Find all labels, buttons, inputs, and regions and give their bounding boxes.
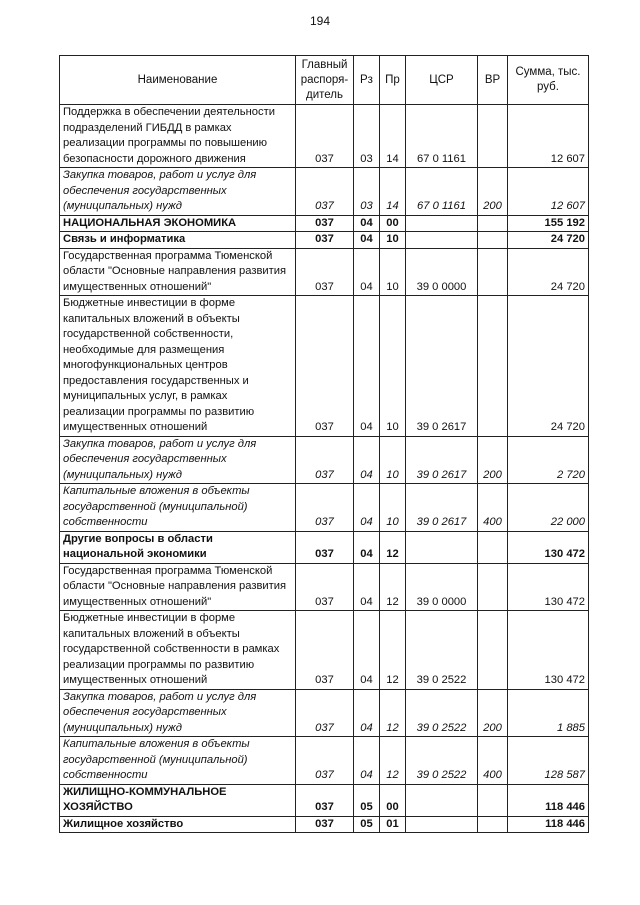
cell-csr: 39 0 2617	[406, 436, 478, 484]
table-row	[60, 105, 589, 168]
cell-rz: 03	[354, 105, 380, 168]
cell-rz: 04	[354, 436, 380, 484]
cell-sum: 24 720	[508, 232, 589, 249]
cell-rz: 04	[354, 611, 380, 690]
table-row	[60, 784, 589, 816]
cell-main-manager: 037	[296, 737, 354, 785]
cell-pr: 01	[380, 816, 406, 833]
cell-rz: 04	[354, 531, 380, 563]
cell-csr: 39 0 0000	[406, 248, 478, 296]
cell-name: Капитальные вложения в объекты государственной (муниципальной) собственности	[60, 737, 296, 785]
cell-main-manager: 037	[296, 816, 354, 833]
cell-vr	[478, 248, 508, 296]
cell-pr: 12	[380, 563, 406, 611]
cell-name: Закупка товаров, работ и услуг для обеспечения государственных (муниципальных) нужд	[60, 689, 296, 737]
cell-name: Жилищное хозяйство	[60, 816, 296, 833]
cell-rz: 05	[354, 784, 380, 816]
cell-sum: 12 607	[508, 168, 589, 216]
cell-name: Связь и информатика	[60, 232, 296, 249]
cell-pr: 12	[380, 737, 406, 785]
cell-vr	[478, 784, 508, 816]
cell-pr: 00	[380, 215, 406, 232]
cell-name: Бюджетные инвестиции в форме капитальных вложений в объекты государственной собственности, необходимые для размещения многофункциональных центров предоставления государственных и муниципальных услуг, в рамках реализации программы по развитию имущественных отношений	[60, 296, 296, 437]
cell-pr: 10	[380, 484, 406, 532]
cell-pr: 10	[380, 436, 406, 484]
cell-main-manager: 037	[296, 232, 354, 249]
cell-vr: 200	[478, 436, 508, 484]
cell-name: Закупка товаров, работ и услуг для обеспечения государственных (муниципальных) нужд	[60, 436, 296, 484]
table-row	[60, 168, 589, 216]
cell-csr: 39 0 0000	[406, 563, 478, 611]
cell-csr: 39 0 2522	[406, 689, 478, 737]
cell-name: Закупка товаров, работ и услуг для обеспечения государственных (муниципальных) нужд	[60, 168, 296, 216]
cell-rz: 04	[354, 737, 380, 785]
cell-vr: 200	[478, 168, 508, 216]
cell-rz: 04	[354, 248, 380, 296]
table-row	[60, 436, 589, 484]
table-row	[60, 232, 589, 249]
cell-csr	[406, 531, 478, 563]
cell-sum: 130 472	[508, 531, 589, 563]
cell-main-manager: 037	[296, 248, 354, 296]
cell-vr	[478, 105, 508, 168]
cell-rz: 04	[354, 563, 380, 611]
cell-main-manager: 037	[296, 531, 354, 563]
cell-rz: 05	[354, 816, 380, 833]
cell-vr	[478, 531, 508, 563]
cell-rz: 03	[354, 168, 380, 216]
cell-vr	[478, 232, 508, 249]
cell-vr: 400	[478, 484, 508, 532]
cell-main-manager: 037	[296, 215, 354, 232]
cell-sum: 130 472	[508, 611, 589, 690]
cell-pr: 14	[380, 105, 406, 168]
cell-rz: 04	[354, 689, 380, 737]
cell-csr	[406, 784, 478, 816]
cell-name: Государственная программа Тюменской области "Основные направления развития имущественных отношений"	[60, 248, 296, 296]
cell-rz: 04	[354, 484, 380, 532]
cell-name: ЖИЛИЩНО-КОММУНАЛЬНОЕ ХОЗЯЙСТВО	[60, 784, 296, 816]
cell-main-manager: 037	[296, 168, 354, 216]
cell-sum: 128 587	[508, 737, 589, 785]
cell-vr	[478, 611, 508, 690]
cell-sum: 118 446	[508, 816, 589, 833]
table-header-row	[60, 56, 589, 105]
cell-pr: 12	[380, 611, 406, 690]
cell-main-manager: 037	[296, 563, 354, 611]
cell-vr	[478, 215, 508, 232]
cell-vr	[478, 816, 508, 833]
cell-csr: 67 0 1161	[406, 105, 478, 168]
table-row	[60, 484, 589, 532]
cell-main-manager: 037	[296, 105, 354, 168]
cell-sum: 1 885	[508, 689, 589, 737]
cell-main-manager: 037	[296, 296, 354, 437]
cell-csr: 39 0 2617	[406, 484, 478, 532]
cell-csr	[406, 215, 478, 232]
table-row	[60, 248, 589, 296]
table-row	[60, 611, 589, 690]
cell-pr: 10	[380, 232, 406, 249]
budget-table	[59, 55, 589, 833]
cell-main-manager: 037	[296, 436, 354, 484]
header-csr: ЦСР	[406, 56, 478, 105]
cell-sum: 24 720	[508, 248, 589, 296]
table-row	[60, 296, 589, 437]
header-vr: ВР	[478, 56, 508, 105]
cell-pr: 00	[380, 784, 406, 816]
cell-pr: 10	[380, 296, 406, 437]
cell-vr: 400	[478, 737, 508, 785]
cell-name: Государственная программа Тюменской области "Основные направления развития имущественных отношений"	[60, 563, 296, 611]
cell-csr	[406, 232, 478, 249]
cell-main-manager: 037	[296, 689, 354, 737]
cell-vr	[478, 296, 508, 437]
cell-csr: 39 0 2522	[406, 611, 478, 690]
cell-name: Капитальные вложения в объекты государственной (муниципальной) собственности	[60, 484, 296, 532]
cell-csr: 39 0 2617	[406, 296, 478, 437]
cell-sum: 155 192	[508, 215, 589, 232]
cell-main-manager: 037	[296, 784, 354, 816]
cell-rz: 04	[354, 215, 380, 232]
cell-name: Другие вопросы в области национальной экономики	[60, 531, 296, 563]
table-row	[60, 816, 589, 833]
cell-vr	[478, 563, 508, 611]
cell-sum: 22 000	[508, 484, 589, 532]
cell-pr: 12	[380, 531, 406, 563]
cell-name: НАЦИОНАЛЬНАЯ ЭКОНОМИКА	[60, 215, 296, 232]
cell-rz: 04	[354, 296, 380, 437]
cell-name: Поддержка в обеспечении деятельности подразделений ГИБДД в рамках реализации программы по повышению безопасности дорожного движения	[60, 105, 296, 168]
cell-pr: 14	[380, 168, 406, 216]
header-main-manager: Главный распоря- дитель	[296, 56, 354, 105]
cell-name: Бюджетные инвестиции в форме капитальных вложений в объекты государственной собственности в рамках реализации программы по развитию имущественных отношений	[60, 611, 296, 690]
cell-vr: 200	[478, 689, 508, 737]
page-number: 194	[309, 14, 331, 28]
table-row	[60, 215, 589, 232]
cell-sum: 12 607	[508, 105, 589, 168]
cell-csr: 39 0 2522	[406, 737, 478, 785]
header-name: Наименование	[60, 56, 296, 105]
cell-rz: 04	[354, 232, 380, 249]
table-row	[60, 531, 589, 563]
table-row	[60, 737, 589, 785]
cell-sum: 24 720	[508, 296, 589, 437]
header-pr: Пр	[380, 56, 406, 105]
cell-main-manager: 037	[296, 611, 354, 690]
header-sum: Сумма, тыс. руб.	[508, 56, 589, 105]
cell-sum: 2 720	[508, 436, 589, 484]
table-row	[60, 689, 589, 737]
cell-csr	[406, 816, 478, 833]
cell-sum: 118 446	[508, 784, 589, 816]
cell-pr: 10	[380, 248, 406, 296]
header-rz: Рз	[354, 56, 380, 105]
cell-csr: 67 0 1161	[406, 168, 478, 216]
cell-sum: 130 472	[508, 563, 589, 611]
cell-main-manager: 037	[296, 484, 354, 532]
table-row	[60, 563, 589, 611]
cell-pr: 12	[380, 689, 406, 737]
